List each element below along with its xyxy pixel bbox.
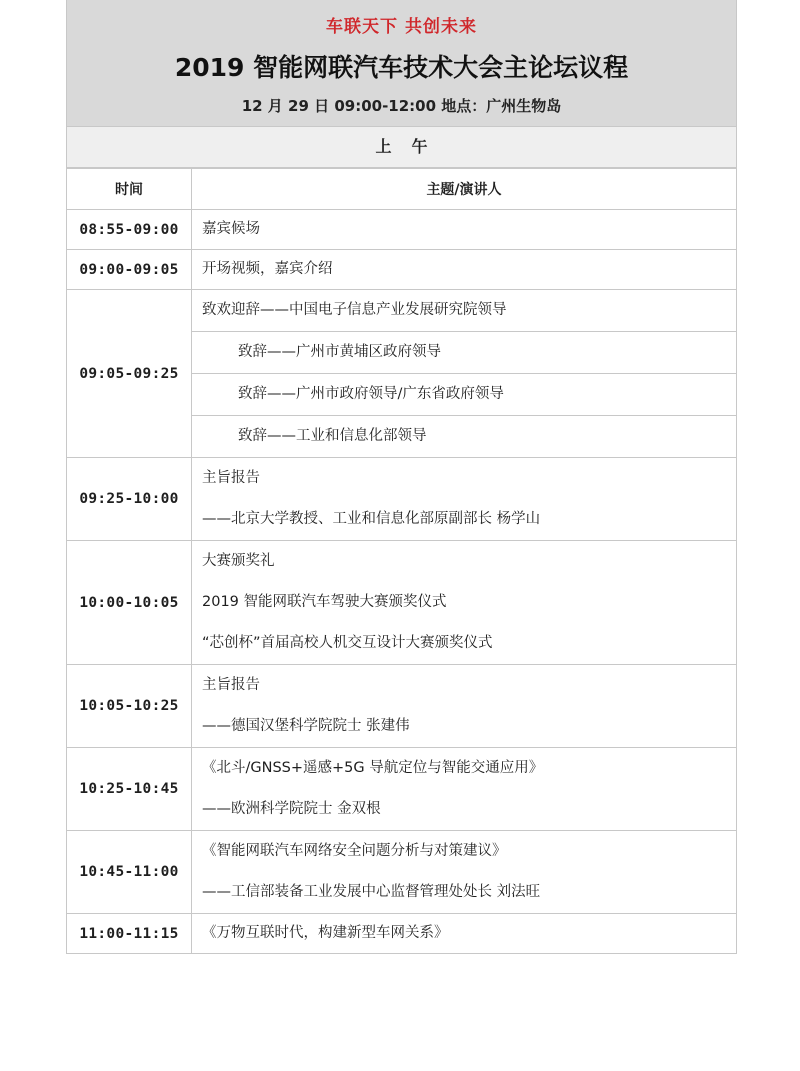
agenda-table xyxy=(67,168,736,954)
topic-cell xyxy=(192,914,737,954)
time-cell: 10:00-10:05 xyxy=(67,541,192,665)
topic-line: 《智能网联汽车网络安全问题分析与对策建议》 xyxy=(202,843,507,859)
time-cell: 10:45-11:00 xyxy=(67,831,192,914)
topic-line: ——德国汉堡科学院院士 张建伟 xyxy=(202,718,410,734)
table-row xyxy=(67,914,736,954)
page-title: 2019 智能网联汽车技术大会主论坛议程 xyxy=(174,53,629,82)
topic-line: ——北京大学教授、工业和信息化部原副部长 杨学山 xyxy=(202,511,541,527)
topic-cell xyxy=(192,541,737,665)
table-row xyxy=(67,541,736,665)
column-header-topic: 主题/演讲人 xyxy=(192,169,737,210)
table-row xyxy=(67,458,736,541)
topic-line: ——工信部装备工业发展中心监督管理处处长 刘法旺 xyxy=(202,884,541,900)
date-location: 12 月 29 日 09:00-12:00 地点：广州生物岛 xyxy=(241,97,562,115)
time-cell: 09:25-10:00 xyxy=(67,458,192,541)
topic-line: ——欧洲科学院院士 金双根 xyxy=(202,801,381,817)
topic-cell xyxy=(192,665,737,748)
topic-line: 嘉宾候场 xyxy=(202,221,260,237)
table-row xyxy=(67,250,736,290)
topic-line: 致辞——广州市政府领导/广东省政府领导 xyxy=(192,374,736,416)
topic-line: 主旨报告 xyxy=(202,677,260,693)
topic-line: 开场视频，嘉宾介绍 xyxy=(202,261,333,277)
time-cell: 11:00-11:15 xyxy=(67,914,192,954)
topic-cell xyxy=(192,748,737,831)
time-cell: 08:55-09:00 xyxy=(67,210,192,250)
time-cell: 10:25-10:45 xyxy=(67,748,192,831)
column-header-time: 时间 xyxy=(67,169,192,210)
agenda-sheet xyxy=(66,0,737,954)
table-row xyxy=(67,210,736,250)
topic-line: 《北斗/GNSS+遥感+5G 导航定位与智能交通应用》 xyxy=(202,760,544,776)
table-row xyxy=(67,665,736,748)
table-row xyxy=(67,290,736,458)
topic-cell xyxy=(192,831,737,914)
time-cell: 10:05-10:25 xyxy=(67,665,192,748)
topic-line: 2019 智能网联汽车驾驶大赛颁奖仪式 xyxy=(202,594,447,610)
topic-line: 致欢迎辞——中国电子信息产业发展研究院领导 xyxy=(192,290,736,332)
topic-cell xyxy=(192,458,737,541)
topic-line: 主旨报告 xyxy=(202,470,260,486)
topic-line: 致辞——工业和信息化部领导 xyxy=(238,428,427,444)
topic-line: 《万物互联时代，构建新型车网关系》 xyxy=(202,925,449,941)
time-cell: 09:00-09:05 xyxy=(67,250,192,290)
table-row xyxy=(67,748,736,831)
time-cell: 09:05-09:25 xyxy=(67,290,192,458)
topic-line: 致辞——广州市黄埔区政府领导 xyxy=(192,332,736,374)
section-morning: 上午 xyxy=(67,127,736,168)
topic-line: 大赛颁奖礼 xyxy=(202,553,275,569)
topic-cell xyxy=(192,250,737,290)
topic-cell xyxy=(192,290,737,458)
table-row xyxy=(67,831,736,914)
topic-line: “芯创杯”首届高校人机交互设计大赛颁奖仪式 xyxy=(202,635,493,651)
topic-cell xyxy=(192,210,737,250)
slogan: 车联天下 共创未来 xyxy=(326,17,477,37)
table-header-row xyxy=(67,169,736,210)
agenda-header xyxy=(67,0,736,127)
